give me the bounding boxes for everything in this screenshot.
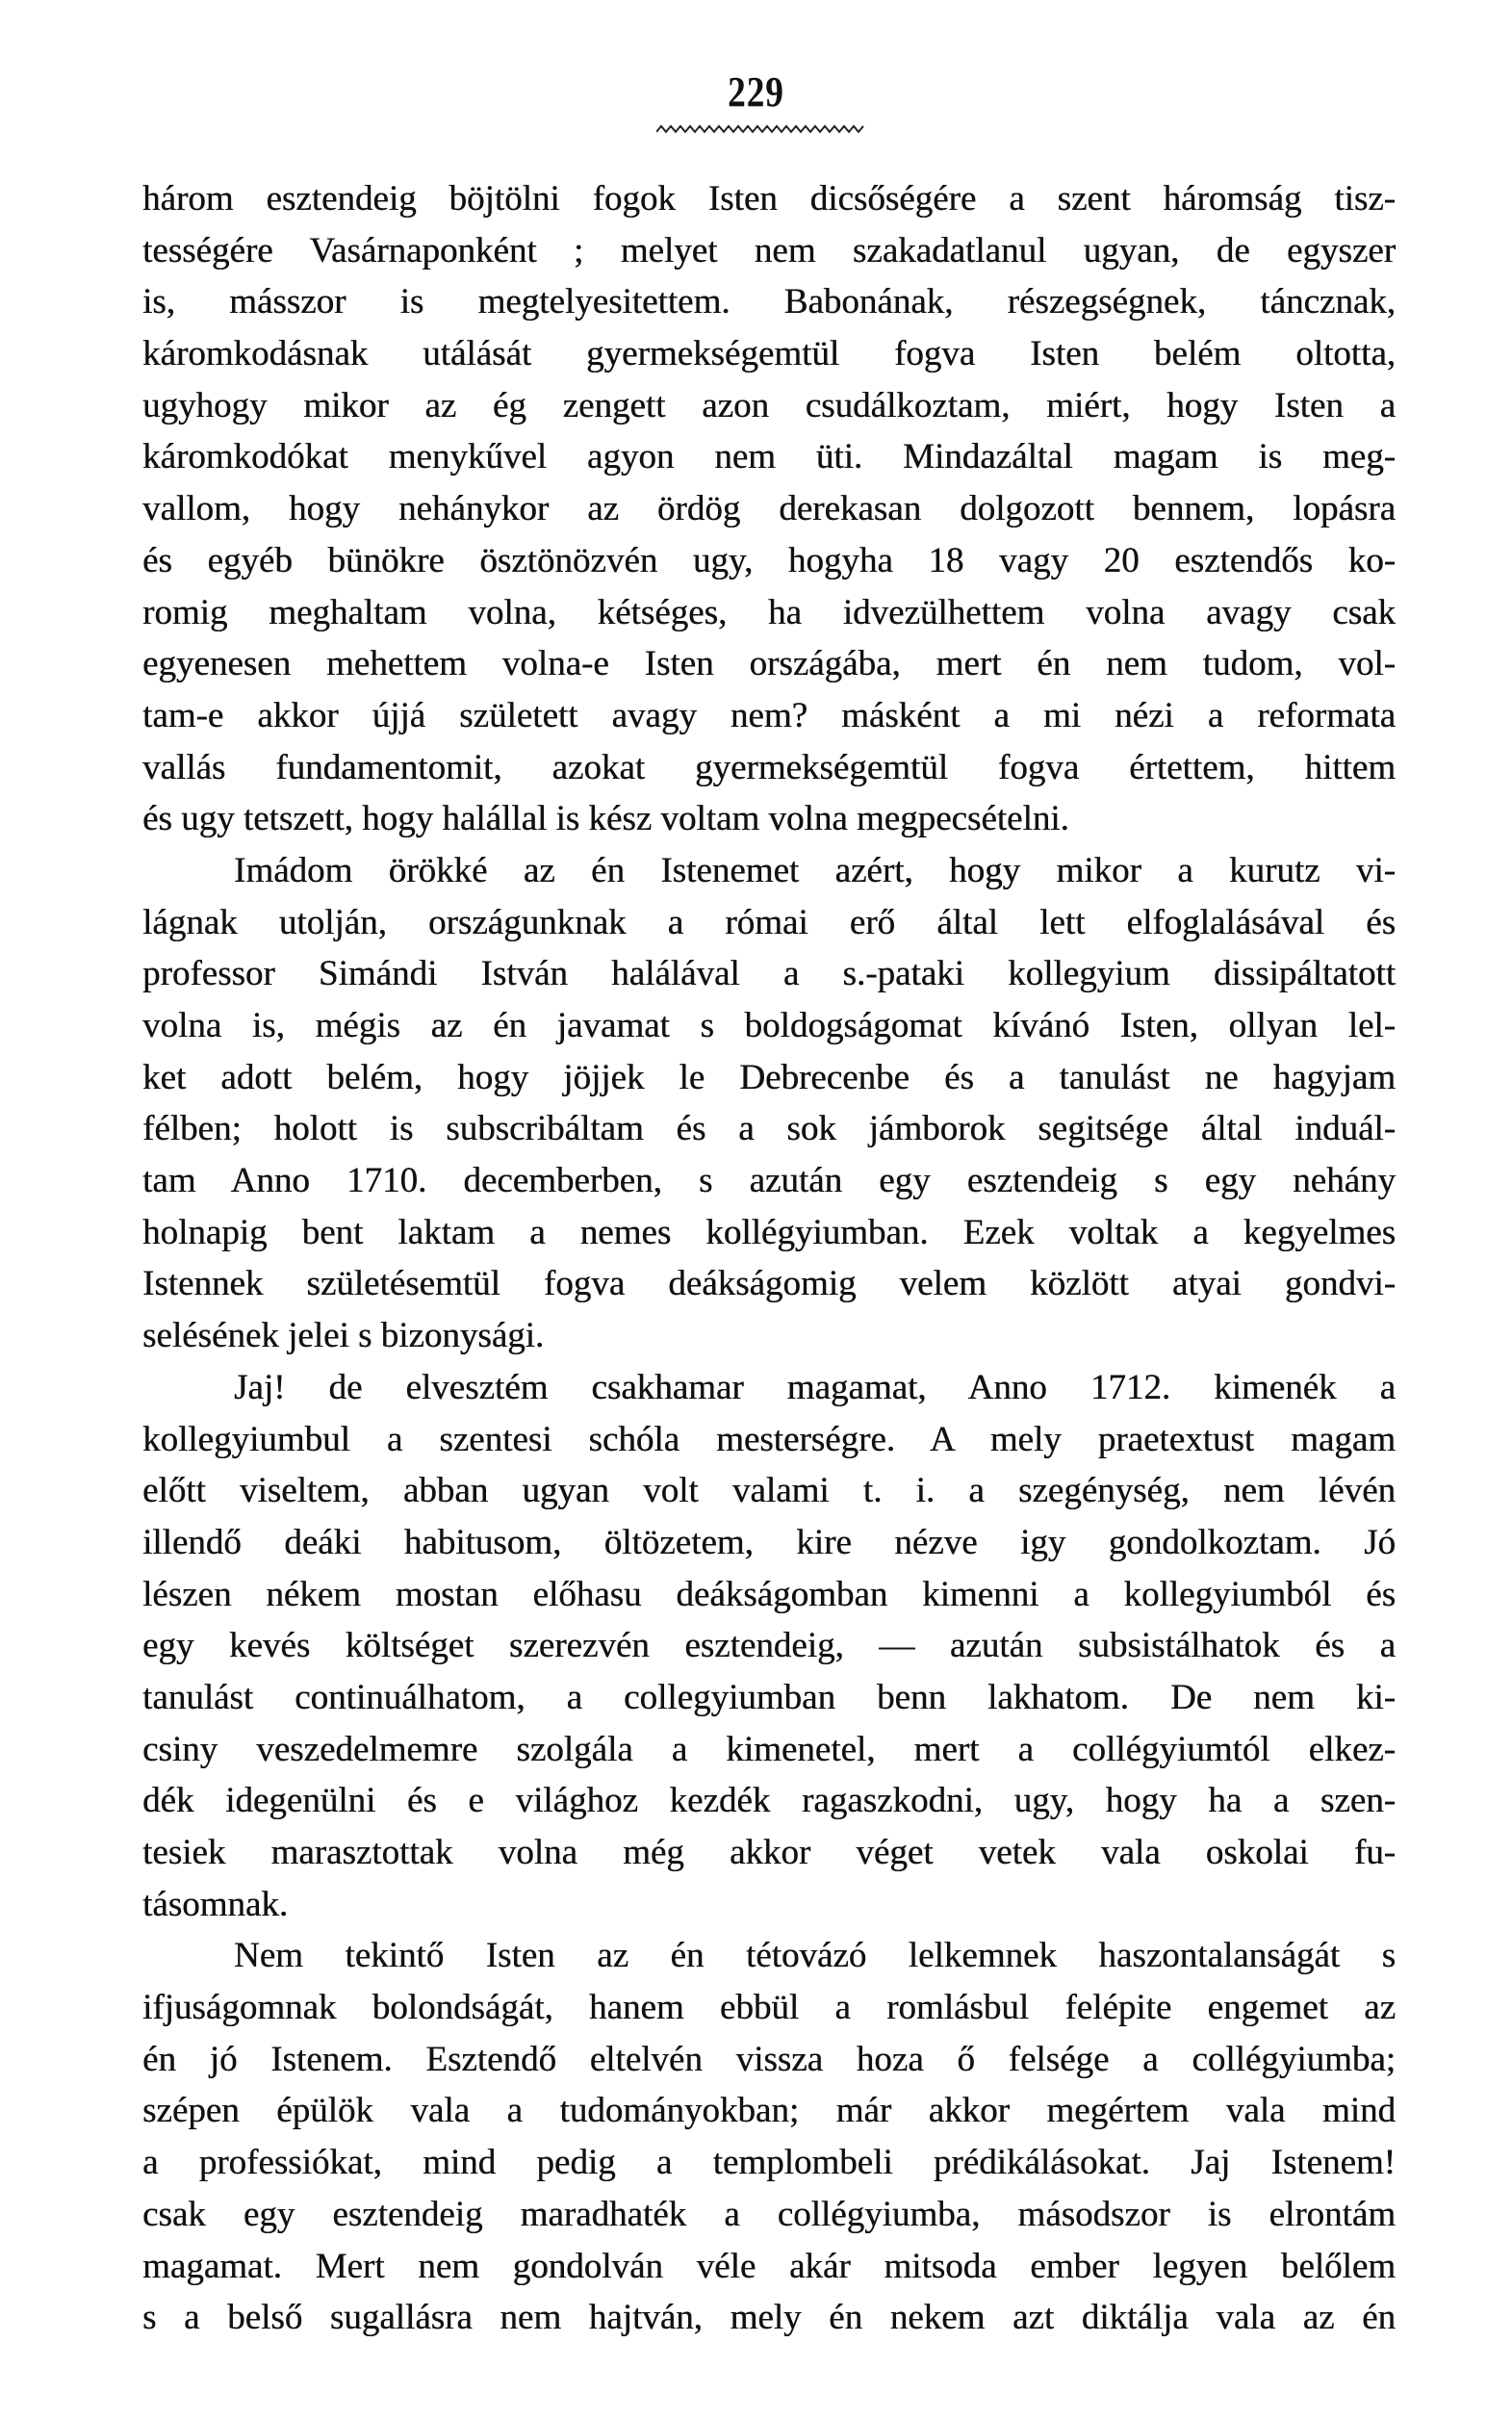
text-line: Nem tekintő Isten az én tétovázó lelkemnek haszontalanságát s (234, 1936, 1396, 1976)
text-line: ket adott belém, hogy jöjjek le Debrecenbe és a tanulást ne hagyjam (142, 1057, 1396, 1097)
text-line: dék idegenülni és e világhoz kezdék ragaszkodni, ugy, hogy ha a szen- (142, 1781, 1396, 1821)
text-line: tesiek marasztottak volna még akkor véget vetek vala oskolai fu- (142, 1833, 1396, 1872)
text-line: a professiókat, mind pedig a templombeli prédikálásokat. Jaj Istenem! (142, 2143, 1396, 2183)
text-line: Istennek születésemtül fogva deákságomig velem közlött atyai gondvi- (142, 1264, 1396, 1304)
text-line: tességére Vasárnaponként ; melyet nem szakadatlanul ugyan, de egyszer (142, 230, 1396, 270)
text-line: csak egy esztendeig maradhaték a collégyiumba, másodszor is elrontám (142, 2194, 1396, 2234)
text-line: selésének jelei s bizonysági. (142, 1316, 545, 1356)
body-text (142, 173, 1396, 2344)
text-line: ifjuságomnak bolondságát, hanem ebbül a romlásbul felépite engemet az (142, 1988, 1396, 2028)
text-line: s a belső sugallásra nem hajtván, mely én nekem azt diktálja vala az én (142, 2298, 1396, 2338)
text-line: egyenesen mehettem volna-e Isten országába, mert én nem tudom, vol- (142, 644, 1396, 684)
text-line: lészen nékem mostan előhasu deákságomban kimenni a kollegyiumból és (142, 1574, 1396, 1614)
text-line: is, másszor is megtelyesitettem. Babonának, részegségnek, táncznak, (142, 282, 1396, 322)
text-line: kollegyiumbul a szentesi schóla mesterségre. A mely praetextust magam (142, 1419, 1396, 1459)
text-line: Jaj! de elvesztém csakhamar magamat, Anno 1712. kimenék a (234, 1367, 1396, 1407)
text-line: egy kevés költséget szerezvén esztendeig, — azután subsistálhatok és a (142, 1626, 1396, 1666)
text-line: magamat. Mert nem gondolván véle akár mitsoda ember legyen belőlem (142, 2246, 1396, 2286)
text-line: tam-e akkor újjá született avagy nem? másként a mi nézi a reformata (142, 695, 1396, 735)
text-line: három esztendeig böjtölni fogok Isten dicsőségére a szent háromság tisz- (142, 179, 1396, 219)
wavy-rule-ornament (656, 123, 868, 135)
text-line: és egyéb bünökre ösztönözvén ugy, hogyha 18 vagy 20 esztendős ko- (142, 540, 1396, 580)
text-line: káromkodókat menykűvel agyon nem üti. Mindazáltal magam is meg- (142, 437, 1396, 477)
text-line: professor Simándi István halálával a s.-pataki kollegyium dissipáltatott (142, 954, 1396, 994)
text-line: Imádom örökké az én Istenemet azért, hogy mikor a kurutz vi- (234, 850, 1396, 890)
text-line: romig meghaltam volna, kétséges, ha idvezülhettem volna avagy csak (142, 592, 1396, 632)
text-line: volna is, mégis az én javamat s boldogságomat kívánó Isten, ollyan lel- (142, 1006, 1396, 1045)
text-line: tásomnak. (142, 1884, 289, 1924)
page-number: 229 (728, 68, 784, 116)
text-line: és ugy tetszett, hogy halállal is kész voltam volna megpecsételni. (142, 799, 1069, 839)
text-line: én jó Istenem. Esztendő eltelvén vissza hoza ő felsége a collégyiumba; (142, 2039, 1396, 2079)
text-line: holnapig bent laktam a nemes kollégyiumban. Ezek voltak a kegyelmes (142, 1212, 1396, 1252)
text-line: előtt viseltem, abban ugyan volt valami t. i. a szegénység, nem lévén (142, 1471, 1396, 1511)
text-line: tam Anno 1710. decemberben, s azután egy esztendeig s egy nehány (142, 1161, 1396, 1201)
text-line: vallom, hogy nehánykor az ördög derekasan dolgozott bennem, lopásra (142, 489, 1396, 529)
text-line: káromkodásnak utálását gyermekségemtül fogva Isten belém oltotta, (142, 334, 1396, 374)
text-line: illendő deáki habitusom, öltözetem, kire nézve igy gondolkoztam. Jó (142, 1522, 1396, 1562)
text-line: lágnak utolján, országunknak a római erő által lett elfoglalásával és (142, 902, 1396, 942)
text-line: csiny veszedelmemre szolgála a kimenetel, mert a collégyiumtól elkez- (142, 1729, 1396, 1769)
text-line: félben; holott is subscribáltam és a sok jámborok segitsége által induál- (142, 1109, 1396, 1149)
text-line: tanulást continuálhatom, a collegyiumban benn lakhatom. De nem ki- (142, 1677, 1396, 1717)
text-line: ugyhogy mikor az ég zengett azon csudálkoztam, miért, hogy Isten a (142, 385, 1396, 425)
text-line: szépen épülök vala a tudományokban; már akkor megértem vala mind (142, 2091, 1396, 2131)
text-line: vallás fundamentomit, azokat gyermekségemtül fogva értettem, hittem (142, 747, 1396, 787)
